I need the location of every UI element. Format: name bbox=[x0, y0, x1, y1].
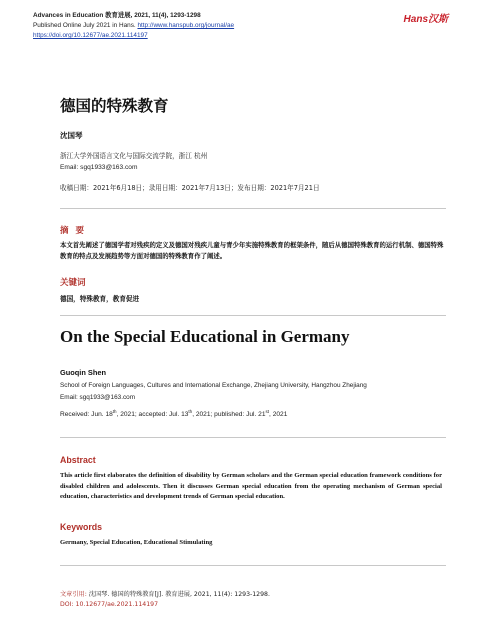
chinese-author: 沈国琴 bbox=[60, 131, 83, 140]
chinese-keywords: 德国，特殊教育，教育促进 bbox=[60, 295, 140, 303]
english-keywords-heading: Keywords bbox=[60, 522, 103, 532]
english-affiliation: School of Foreign Languages, Cultures and International Exchange, Zhejiang University, Hangzhou Zhejiang bbox=[60, 382, 367, 389]
citation-line bbox=[60, 590, 270, 600]
journal-url-link[interactable]: http://www.hanspub.org/journal/ae bbox=[137, 22, 235, 29]
chinese-affiliation: 浙江大学外国语言文化与国际交流学院，浙江 杭州 bbox=[60, 152, 208, 160]
chinese-keywords-heading: 关键词 bbox=[60, 278, 86, 288]
received-sup: th bbox=[112, 408, 117, 414]
dates-suffix: , 2021 bbox=[269, 411, 288, 418]
divider-3 bbox=[60, 437, 446, 438]
citation-label: 文章引用: bbox=[60, 591, 87, 598]
chinese-abstract-heading: 摘 要 bbox=[60, 226, 86, 236]
english-affiliation-block bbox=[60, 380, 367, 404]
published-text: Published Online July 2021 in Hans. bbox=[33, 22, 136, 29]
citation-text: 沈国琴. 德国的特殊教育[J]. 教育进展, 2021, 11(4): 1293-1298. bbox=[86, 591, 270, 598]
received-date: Received: Jun. 18 bbox=[60, 411, 113, 418]
accepted-sup: th bbox=[188, 408, 193, 414]
journal-header bbox=[33, 11, 234, 41]
chinese-dates: 收稿日期：2021年6月18日；录用日期：2021年7月13日；发布日期：2021年7月21日 bbox=[60, 184, 320, 192]
published-sup: st bbox=[265, 408, 270, 414]
divider-2 bbox=[60, 315, 446, 316]
divider-1 bbox=[60, 208, 446, 209]
citation-block bbox=[60, 590, 270, 610]
published-date: , 2021; published: Jul. 21 bbox=[192, 411, 266, 418]
chinese-email: Email: sgq1933@163.com bbox=[60, 164, 138, 171]
divider-4 bbox=[60, 565, 446, 566]
citation-doi: DOI: 10.12677/ae.2021.114197 bbox=[60, 601, 159, 608]
journal-line: Advances in Education 教育进展, 2021, 11(4), 1293-1298 bbox=[33, 12, 201, 19]
english-title: On the Special Educational in Germany bbox=[60, 327, 350, 346]
chinese-affiliation-block bbox=[60, 150, 207, 174]
chinese-abstract: 本文首先阐述了德国学者对残疾的定义及德国对残疾儿童与青少年实施特殊教育的框架条件，随后从德国特殊教育的运行机制、德国特殊教育的特点及发展趋势等方面对德国的特殊教育作了阐述。 bbox=[60, 241, 444, 260]
doi-link[interactable]: https://doi.org/10.12677/ae.2021.114197 bbox=[33, 32, 148, 39]
english-author: Guoqin Shen bbox=[60, 368, 106, 377]
english-abstract: This article first elaborates the definition of disability by German scholars and the German special education framework conditions for disabled children and adolescents. Then it discusses German special education from the operating mechanism of German special education, characteristics and development trends of German special education. bbox=[60, 472, 442, 501]
english-keywords: Germany, Special Education, Educational Stimulating bbox=[60, 539, 213, 546]
accepted-date: , 2021; accepted: Jul. 13 bbox=[116, 411, 189, 418]
english-email: Email: sgq1933@163.com bbox=[60, 394, 136, 401]
published-line bbox=[33, 21, 234, 31]
english-dates bbox=[60, 408, 288, 418]
chinese-title: 德国的特殊教育 bbox=[60, 97, 169, 115]
hans-logo: Hans汉斯 bbox=[403, 14, 448, 25]
english-abstract-heading: Abstract bbox=[60, 455, 96, 465]
